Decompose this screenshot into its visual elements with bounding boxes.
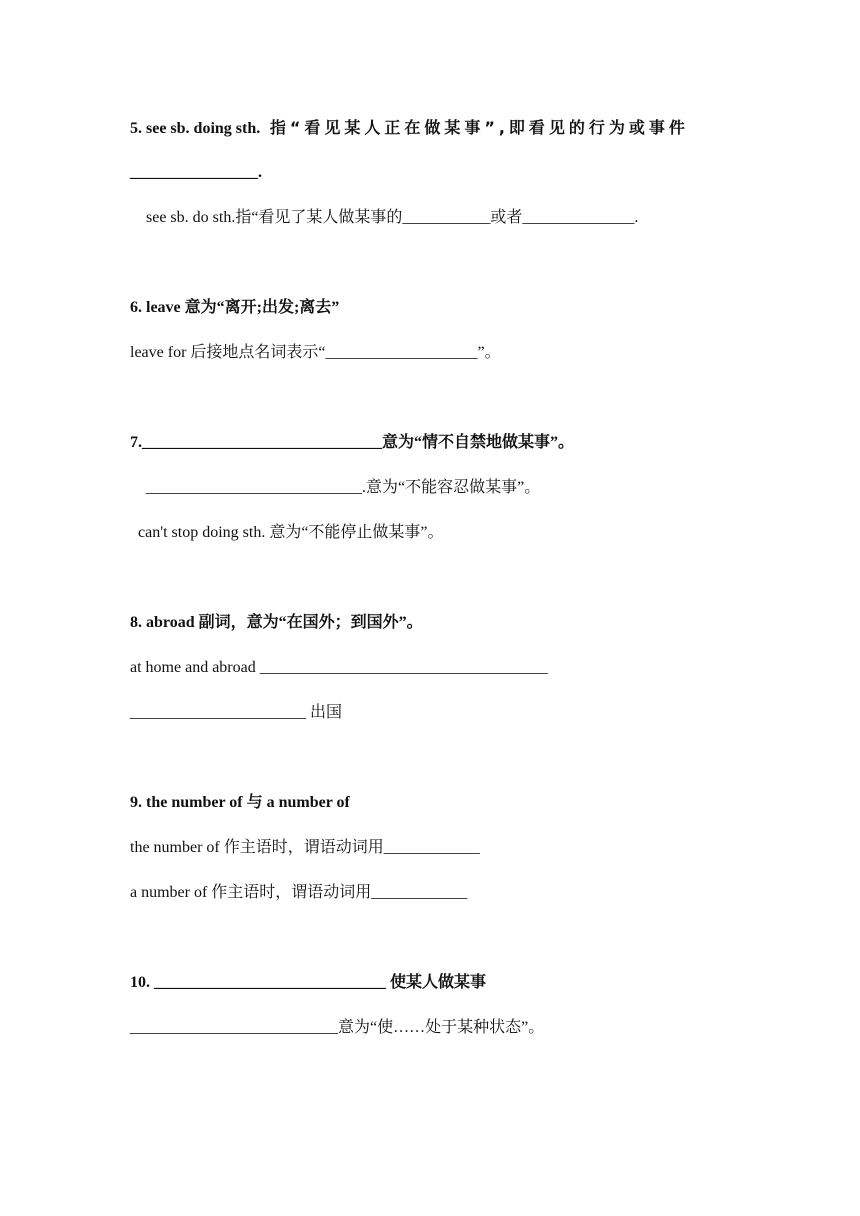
item-7-subline-1: ___________________________.意为“不能容忍做某事”。	[146, 479, 541, 496]
item-5-heading-en: 5. see sb. doing sth.	[130, 120, 261, 137]
item-10-subline: __________________________意为“使……处于某种状态”。	[130, 1019, 545, 1036]
item-5-subline: see sb. do sth.指“看见了某人做某事的___________或者______________.	[146, 209, 639, 226]
item-6-subline: leave for 后接地点名词表示“___________________”。	[130, 344, 501, 361]
item-9-subline-2: a number of 作主语时，谓语动词用____________	[130, 884, 468, 901]
item-8-heading: 8. abroad 副词，意为“在国外；到国外”。	[130, 614, 423, 631]
item-7-heading: 7.______________________________意为“情不自禁地做某事”。	[130, 434, 575, 451]
item-5-answer-blank: ________________.	[130, 164, 262, 181]
item-8-subline-2: ______________________ 出国	[130, 704, 343, 721]
item-10-heading: 10. _____________________________ 使某人做某事	[130, 974, 487, 991]
item-8-subline-1: at home and abroad ____________________________________	[130, 659, 548, 676]
item-6-heading: 6. leave 意为“离开;出发;离去”	[130, 299, 340, 316]
item-9-heading: 9. the number of 与 a number of	[130, 794, 350, 811]
item-5-heading-cn: 指“看见某人正在做某事”,即看见的行为或事件	[260, 118, 689, 137]
item-7-subline-2: can't stop doing sth. 意为“不能停止做某事”。	[138, 524, 444, 541]
item-5-heading	[130, 118, 689, 139]
item-9-subline-1: the number of 作主语时，谓语动词用____________	[130, 839, 480, 856]
